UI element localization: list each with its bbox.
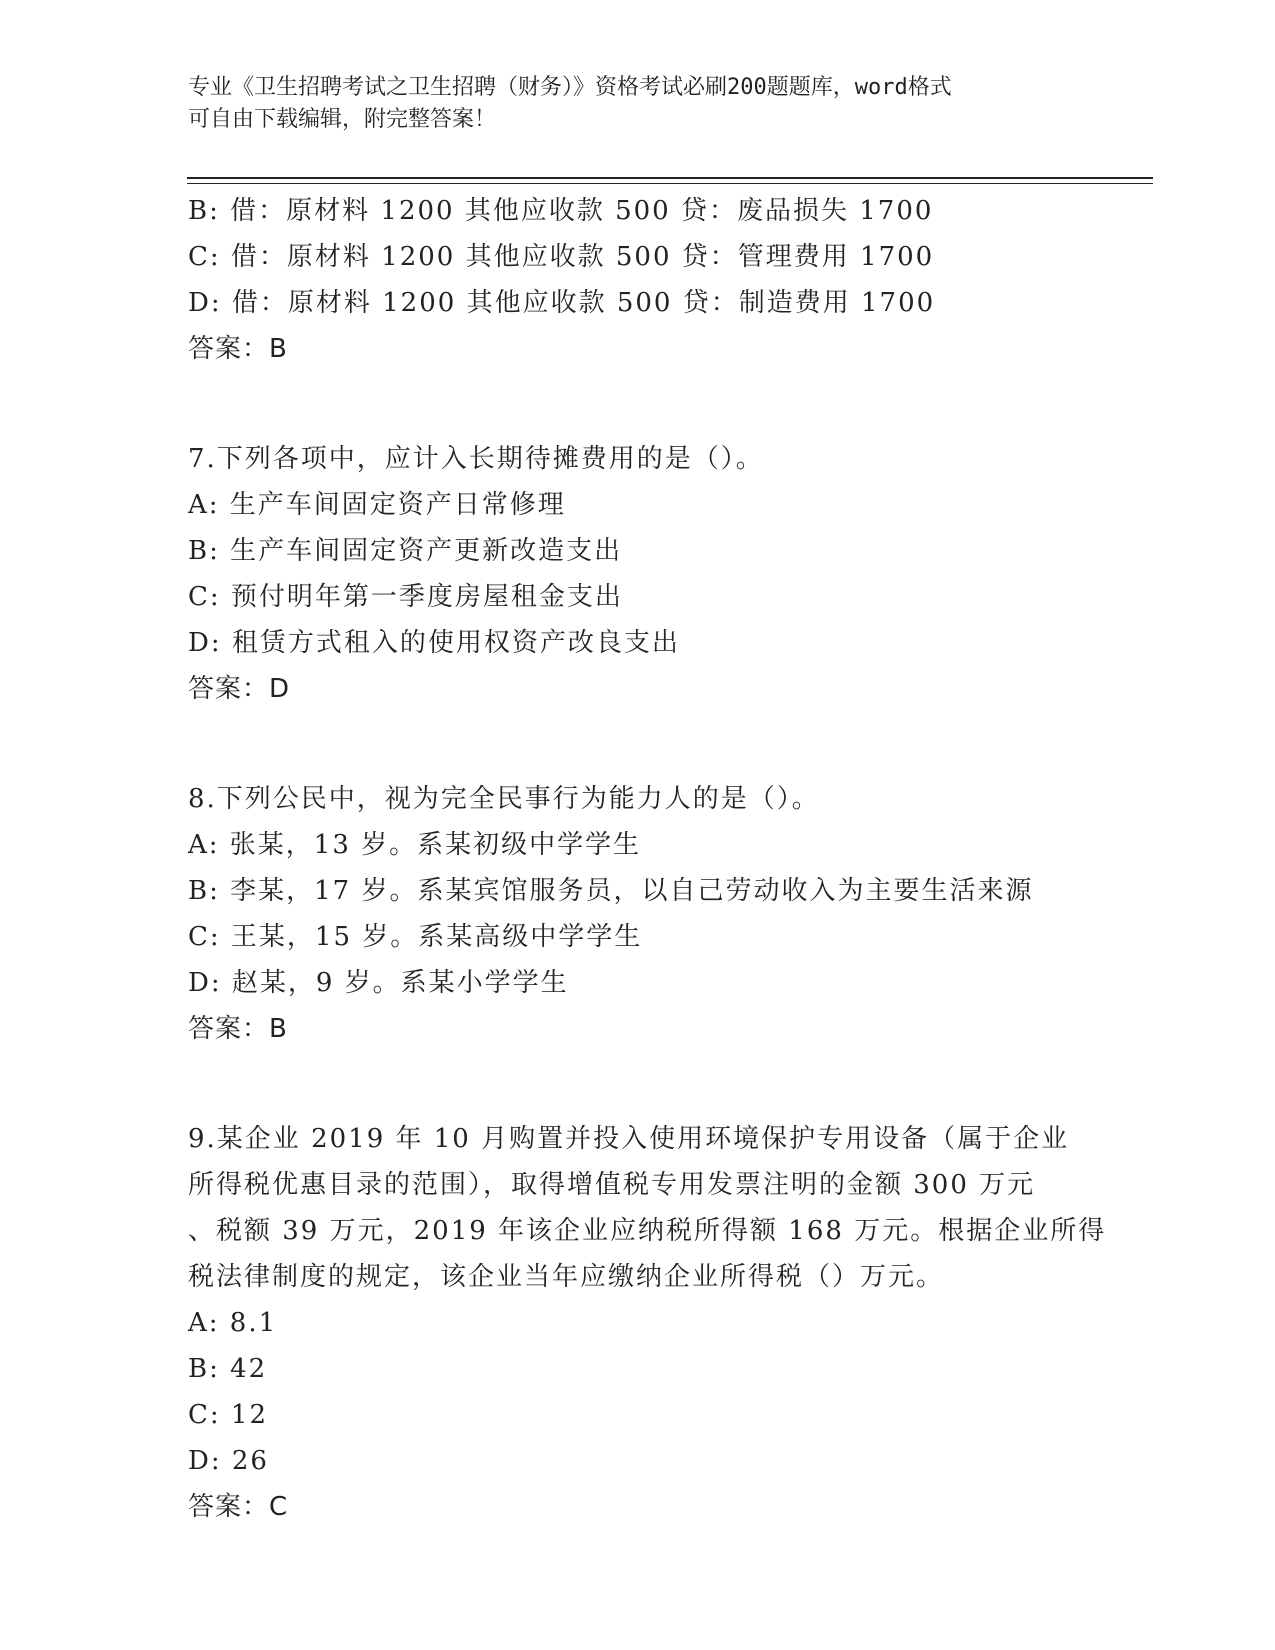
option-c: C: 预付明年第一季度房屋租金支出	[188, 582, 623, 612]
document-header	[188, 72, 1088, 136]
option-c: C: 借：原材料 1200 其他应收款 500 贷：管理费用 1700	[188, 242, 935, 272]
header-title-line-1: 专业《卫生招聘考试之卫生招聘（财务）》资格考试必刷200题题库，word格式	[188, 75, 952, 100]
question-8	[188, 776, 1088, 1052]
question-stem-line-1: 9.某企业 2019 年 10 月购置并投入使用环境保护专用设备（属于企业	[188, 1124, 1070, 1154]
option-c: C: 12	[188, 1400, 269, 1430]
option-b: B: 42	[188, 1354, 268, 1384]
option-b: B: 李某，17 岁。系某宾馆服务员，以自己劳动收入为主要生活来源	[188, 876, 1034, 906]
question-7	[188, 436, 1088, 712]
option-a: A: 张某，13 岁。系某初级中学学生	[188, 830, 642, 860]
option-d: D: 赵某，9 岁。系某小学学生	[188, 968, 569, 998]
question-9	[188, 1116, 1107, 1530]
question-stem: 8.下列公民中，视为完全民事行为能力人的是（）。	[188, 784, 820, 814]
answer: 答案：B	[188, 334, 288, 364]
question-stem-line-2: 所得税优惠目录的范围），取得增值税专用发票注明的金额 300 万元	[188, 1170, 1036, 1200]
option-a: A: 8.1	[188, 1308, 278, 1338]
header-title-line-2: 可自由下载编辑，附完整答案！	[188, 107, 497, 132]
option-b: B: 借：原材料 1200 其他应收款 500 贷：废品损失 1700	[188, 196, 934, 226]
option-c: C: 王某，15 岁。系某高级中学学生	[188, 922, 643, 952]
question-stem-line-4: 税法律制度的规定，该企业当年应缴纳企业所得税（）万元。	[188, 1262, 945, 1292]
question-stem: 7.下列各项中，应计入长期待摊费用的是（）。	[188, 444, 764, 474]
option-d: D: 租赁方式租入的使用权资产改良支出	[188, 628, 680, 658]
answer: 答案：B	[188, 1014, 288, 1044]
option-d: D: 26	[188, 1446, 269, 1476]
option-a: A: 生产车间固定资产日常修理	[188, 490, 566, 520]
option-b: B: 生产车间固定资产更新改造支出	[188, 536, 623, 566]
question-stem-line-3: 、税额 39 万元，2019 年该企业应纳税所得额 168 万元。根据企业所得	[188, 1216, 1107, 1246]
question-6	[188, 188, 1088, 372]
answer: 答案：C	[188, 1492, 289, 1522]
header-divider-thin	[187, 183, 1153, 184]
answer: 答案：D	[188, 674, 291, 704]
option-d: D: 借：原材料 1200 其他应收款 500 贷：制造费用 1700	[188, 288, 936, 318]
question-list	[188, 188, 1107, 1530]
header-divider-thick	[187, 177, 1153, 179]
